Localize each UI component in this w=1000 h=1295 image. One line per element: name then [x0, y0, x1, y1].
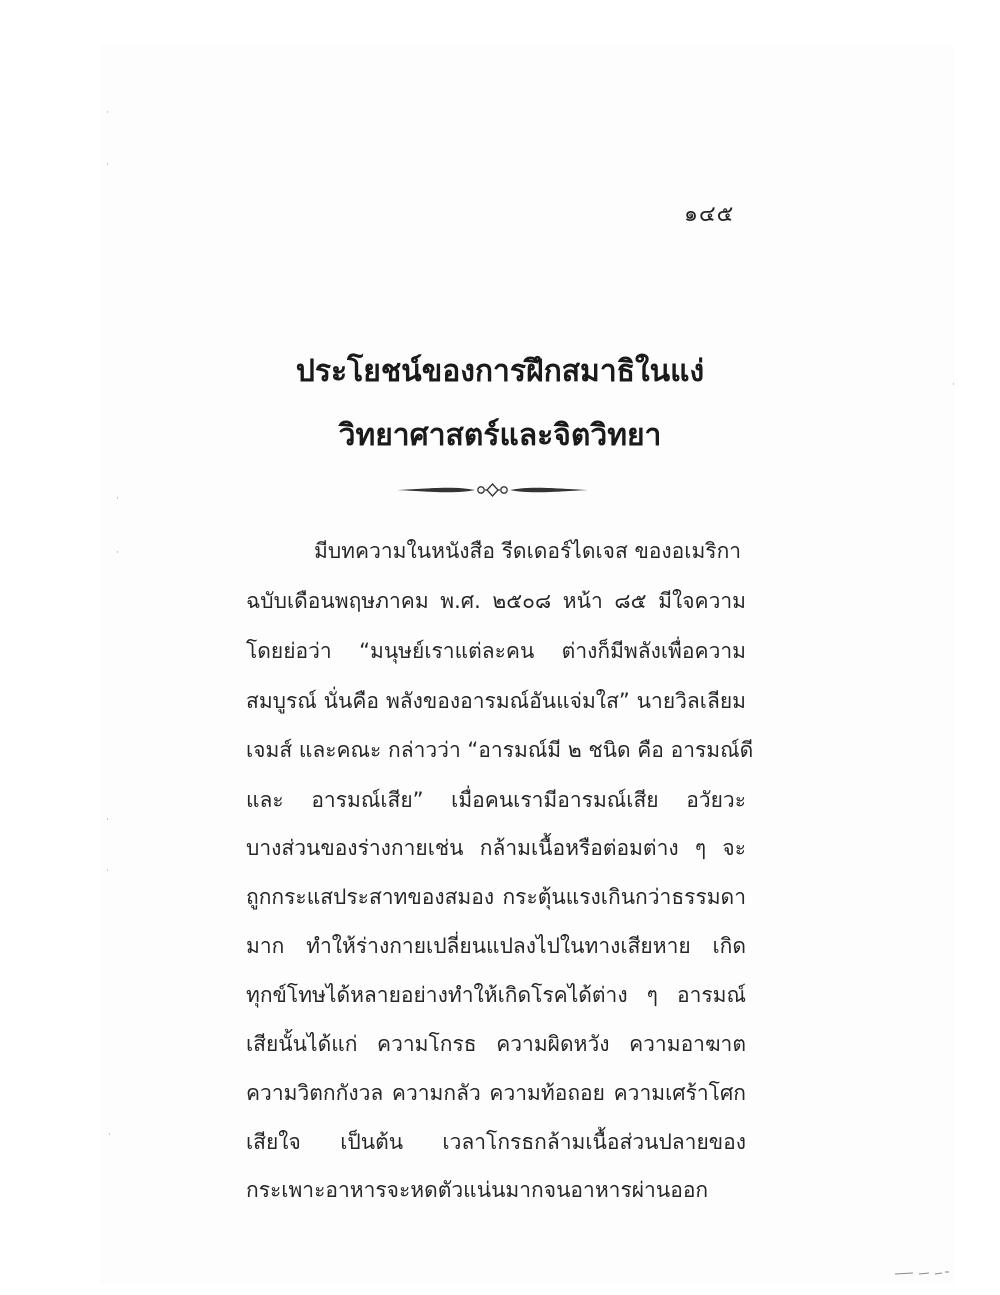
scan-speck: ·: [108, 1130, 111, 1140]
body-line: เสียนั้นได้แก่ ความโกรธ ความผิดหวัง ความอาฆาต: [246, 1032, 746, 1056]
body-line: มาก ทำให้ร่างกายเปลี่ยนแปลงไปในทางเสียหาย เกิด: [246, 934, 746, 958]
body-line: เสียใจ เป็นต้น เวลาโกรธกล้ามเนื้อส่วนปลายของ: [246, 1130, 746, 1154]
scan-speck: ·: [106, 160, 109, 170]
scan-speck: ·: [106, 108, 109, 118]
scan-speck: ·: [116, 548, 119, 558]
body-line: ความวิตกกังวล ความกลัว ความท้อถอย ความเศร้าโศก: [246, 1081, 746, 1105]
body-line: ฉบับเดือนพฤษภาคม พ.ศ. ๒๕๐๘ หน้า ๘๕ มีใจความ: [246, 589, 746, 613]
scan-speck: ·: [116, 494, 119, 504]
chapter-title-line-1: ประโยชน์ของการฝึกสมาธิในแง่: [295, 354, 705, 389]
scan-speck: ·: [106, 866, 109, 876]
body-line: บางส่วนของร่างกายเช่น กล้ามเนื้อหรือต่อมต่าง ๆ จะ: [246, 836, 746, 860]
body-line: ถูกกระแสประสาทของสมอง กระตุ้นแรงเกินกว่าธรรมดา: [246, 885, 746, 909]
body-line: และ อารมณ์เสีย” เมื่อคนเรามีอารมณ์เสีย อวัยวะ: [246, 788, 746, 812]
scan-speck: ·: [952, 380, 955, 390]
body-line: มีบทความในหนังสือ รีดเดอร์ไดเจส ของอเมริกา: [314, 539, 742, 563]
body-line: เจมส์ และคณะ กล่าวว่า “อารมณ์มี ๒ ชนิด คือ อารมณ์ดี: [246, 738, 754, 762]
body-line: กระเพาะอาหารจะหดตัวแน่นมากจนอาหารผ่านออก: [246, 1178, 709, 1202]
body-line: โดยย่อว่า “มนุษย์เราแต่ละคน ต่างก็มีพลังเพื่อความ: [246, 639, 746, 663]
body-line: ทุกข์โทษได้หลายอย่างทำให้เกิดโรคได้ต่าง ๆ อารมณ์: [246, 983, 746, 1007]
scan-speck: ·: [106, 815, 109, 825]
scan-mark: [895, 1270, 950, 1276]
body-line: สมบูรณ์ นั่นคือ พลังของอารมณ์อันแจ่มใส” นายวิลเลียม: [246, 689, 746, 713]
chapter-title-line-2: วิทยาศาสตร์และจิตวิทยา: [338, 418, 662, 453]
decorative-divider-icon: [395, 476, 590, 504]
page-number: ๑๔๕: [684, 202, 735, 227]
